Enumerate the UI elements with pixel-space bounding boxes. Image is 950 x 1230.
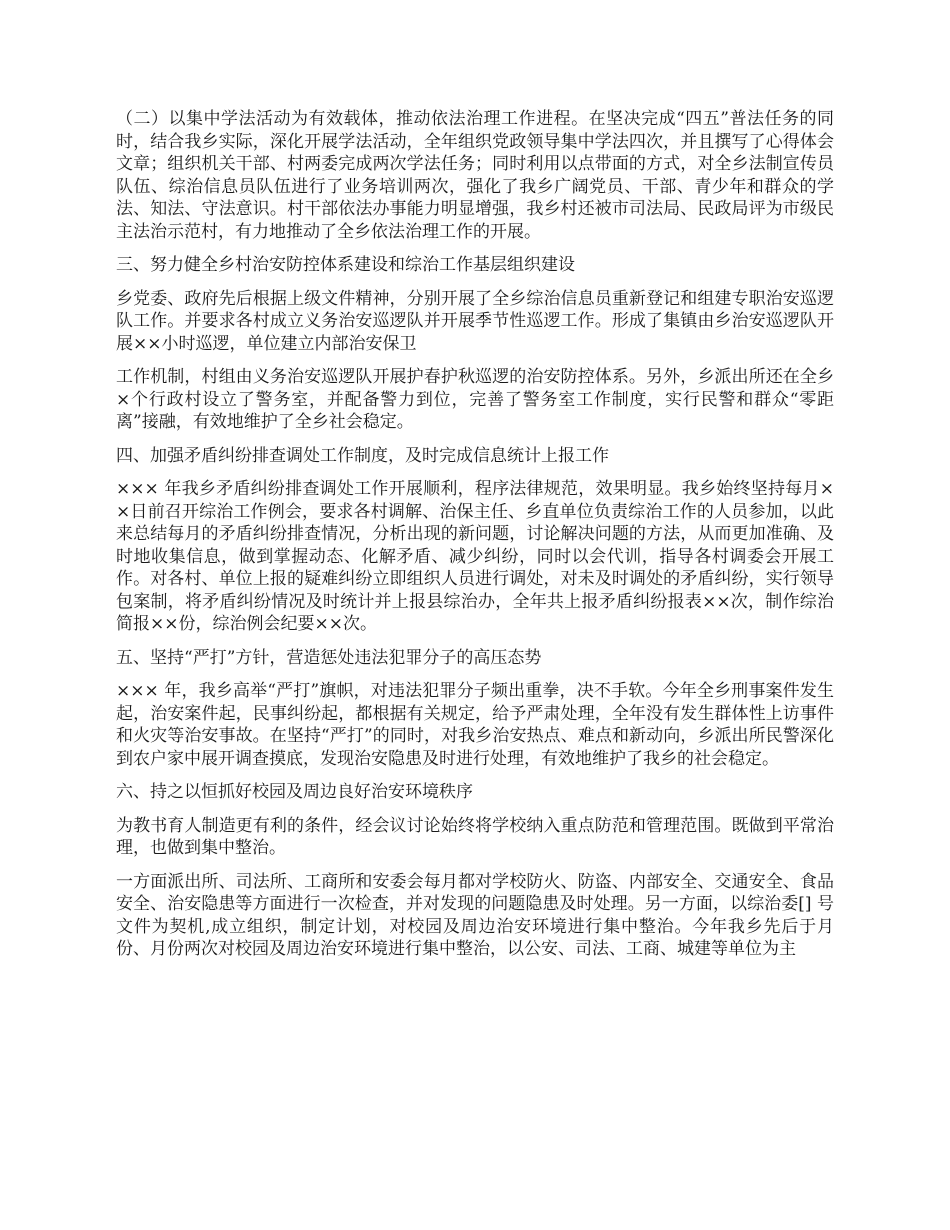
paragraph-strike-hard: ××× 年，我乡高举“严打”旗帜，对违法犯罪分子频出重拳，决不手软。今年全乡刑事案件发生起，治安案件起，民事纠纷起，都根据有关规定，给予严肃处理，全年没有发生群体性上访事件和火灾等治安事故。在坚持“严打”的同时，对我乡治安热点、难点和新动向，乡派出所民警深化到农户家中展开调查摸底，发现治安隐患及时进行处理，有效地维护了我乡的社会稳定。 bbox=[116, 681, 834, 769]
section-heading-6: 六、持之以恒抓好校园及周边良好治安环境秩序 bbox=[116, 782, 473, 802]
section-heading-3: 三、努力健全乡村治安防控体系建设和综治工作基层组织建设 bbox=[116, 255, 575, 275]
paragraph-prevention-system: 工作机制，村组由义务治安巡逻队开展护春护秋巡逻的治安防控体系。另外，乡派出所还在全乡×个行政村设立了警务室，并配备警力到位，完善了警务室工作制度，实行民警和群众“零距离”接融，有效地维护了全乡社会稳定。 bbox=[116, 367, 834, 432]
paragraph-dispute-mediation: ××× 年我乡矛盾纠纷排查调处工作开展顺利，程序法律规范，效果明显。我乡始终坚持每月××日前召开综治工作例会，要求各村调解、治保主任、乡直单位负责综治工作的人员参加，以此来总结每月的矛盾纠纷排查情况，分析出现的新问题，讨论解决问题的方法，从而更加准确、及时地收集信息，做到掌握动态、化解矛盾、减少纠纷，同时以会代训，指导各村调委会开展工作。对各村、单位上报的疑难纠纷立即组织人员进行调处，对未及时调处的矛盾纠纷，实行领导包案制，将矛盾纠纷情况及时统计并上报县综治办，全年共上报矛盾纠纷报表××次，制作综治简报××份，综治例会纪要××次。 bbox=[116, 479, 834, 634]
section-heading-5: 五、坚持“严打”方针，营造惩处违法犯罪分子的高压态势 bbox=[116, 647, 542, 668]
paragraph-school-safety: 为教书育人制造更有利的条件，经会议讨论始终将学校纳入重点防范和管理范围。既做到平常治理，也做到集中整治。 bbox=[116, 815, 834, 858]
paragraph-patrol: 乡党委、政府先后根据上级文件精神，分别开展了全乡综治信息员重新登记和组建专职治安巡逻队工作。并要求各村成立义务治安巡逻队并开展季节性巡逻工作。形成了集镇由乡治安巡逻队开展××小时巡逻，单位建立内部治安保卫 bbox=[116, 288, 834, 354]
section-heading-4: 四、加强矛盾纠纷排查调处工作制度，及时完成信息统计上报工作 bbox=[116, 445, 609, 466]
document-page bbox=[116, 108, 834, 972]
paragraph-legal-study: （二）以集中学法活动为有效载体，推动依法治理工作进程。在坚决完成“四五”普法任务的同时，结合我乡实际，深化开展学法活动，全年组织党政领导集中学法四次，并且撰写了心得体会文章；组织机关干部、村两委完成两次学法任务；同时利用以点带面的方式，对全乡法制宣传员队伍、综治信息员队伍进行了业务培训两次，强化了我乡广阔党员、干部、青少年和群众的学法、知法、守法意识。村干部依法办事能力明显增强，我乡村还被市司法局、民政局评为市级民主法治示范村，有力地推动了全乡依法治理工作的开展。 bbox=[116, 109, 834, 242]
paragraph-inspections: 一方面派出所、司法所、工商所和安委会每月都对学校防火、防盗、内部安全、交通安全、食品安全、治安隐患等方面进行一次检查，并对发现的问题隐患及时处理。另一方面，以综治委[] 号文件为契机,成立组织，制定计划，对校园及周边治安环境进行集中整治。今年我乡先后于月份、月份两次对校园及周边治安环境进行集中整治，以公安、司法、工商、城建等单位为主 bbox=[116, 871, 834, 959]
